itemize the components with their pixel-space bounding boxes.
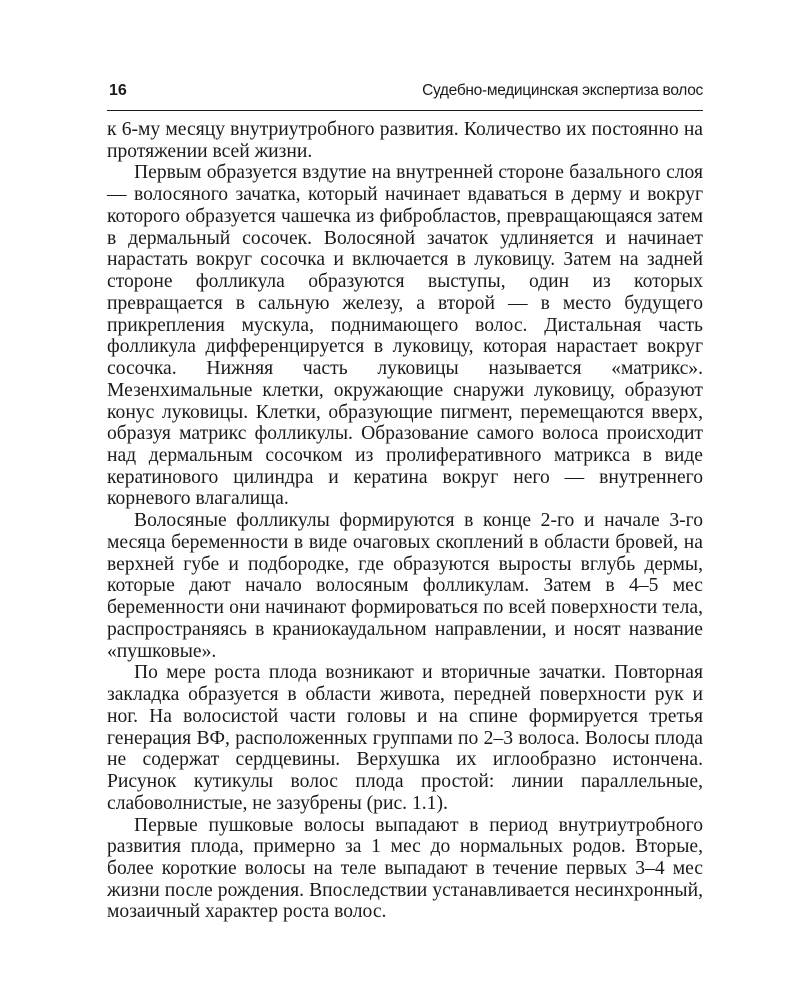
- paragraph-5: Первые пушковые волосы выпадают в период внутриутробного развития плода, примерно за 1 мес до нормальных родов. Вторые, более короткие волосы на теле выпадают в течение первых 3–4 мес жизни после рождения. Впоследствии устанавливается несинхронный, мозаичный характер роста волос.: [107, 814, 703, 923]
- body-text: [107, 119, 703, 923]
- running-title: Судебно-медицинская экспертиза волос: [422, 82, 703, 99]
- paragraph-3: Волосяные фолликулы формируются в конце 2-го и начале 3-го месяца беременности в виде очаговых скоплений в области бровей, на верхней губе и подбородке, где образуются выросты вглубь дермы, которые дают начало волосяным фолликулам. Затем в 4–5 мес беременности они начинают формироваться по всей поверхности тела, распространяясь в краниокаудальном направлении, и носят название «пушковые».: [107, 510, 703, 662]
- paragraph-4: По мере роста плода возникают и вторичные зачатки. Повторная закладка образуется в области живота, передней поверхности рук и ног. На волосистой части головы и на спине формируется третья генерация ВФ, расположенных группами по 2–3 волоса. Волосы плода не содержат сердцевины. Верхушка их иглообразно истончена. Рисунок кутикулы волос плода простой: линии параллельные, слабоволнистые, не зазубрены (рис. 1.1).: [107, 662, 703, 814]
- paragraph-2: Первым образуется вздутие на внутренней стороне базального слоя — волосяного зачатка, который начинает вдаваться в дерму и вокруг которого образуется чашечка из фибробластов, превращающаяся затем в дермальный сосочек. Волосяной зачаток удлиняется и начинает нарастать вокруг сосочка и включается в луковицу. Затем на задней стороне фолликула образуются выступы, один из которых превращается в сальную железу, а второй — в место будущего прикрепления мускула, поднимающего волос. Дистальная часть фолликула дифференцируется в луковицу, которая нарастает вокруг сосочка. Нижняя часть луковицы называется «матрикс». Мезенхимальные клетки, окружающие снаружи луковицу, образуют конус луковицы. Клетки, образующие пигмент, перемещаются вверх, образуя матрикс фолликулы. Образование самого волоса происходит над дермальным сосочком из пролиферативного матрикса в виде кератинового цилиндра и кератина вокруг него — внутреннего корневого влагалища.: [107, 162, 703, 510]
- paragraph-1: к 6-му месяцу внутриутробного развития. Количество их постоянно на протяжении всей жизни.: [107, 119, 703, 162]
- book-page: [107, 0, 703, 1000]
- running-head: [107, 82, 703, 102]
- page-number: 16: [109, 82, 127, 99]
- header-rule: [107, 110, 703, 111]
